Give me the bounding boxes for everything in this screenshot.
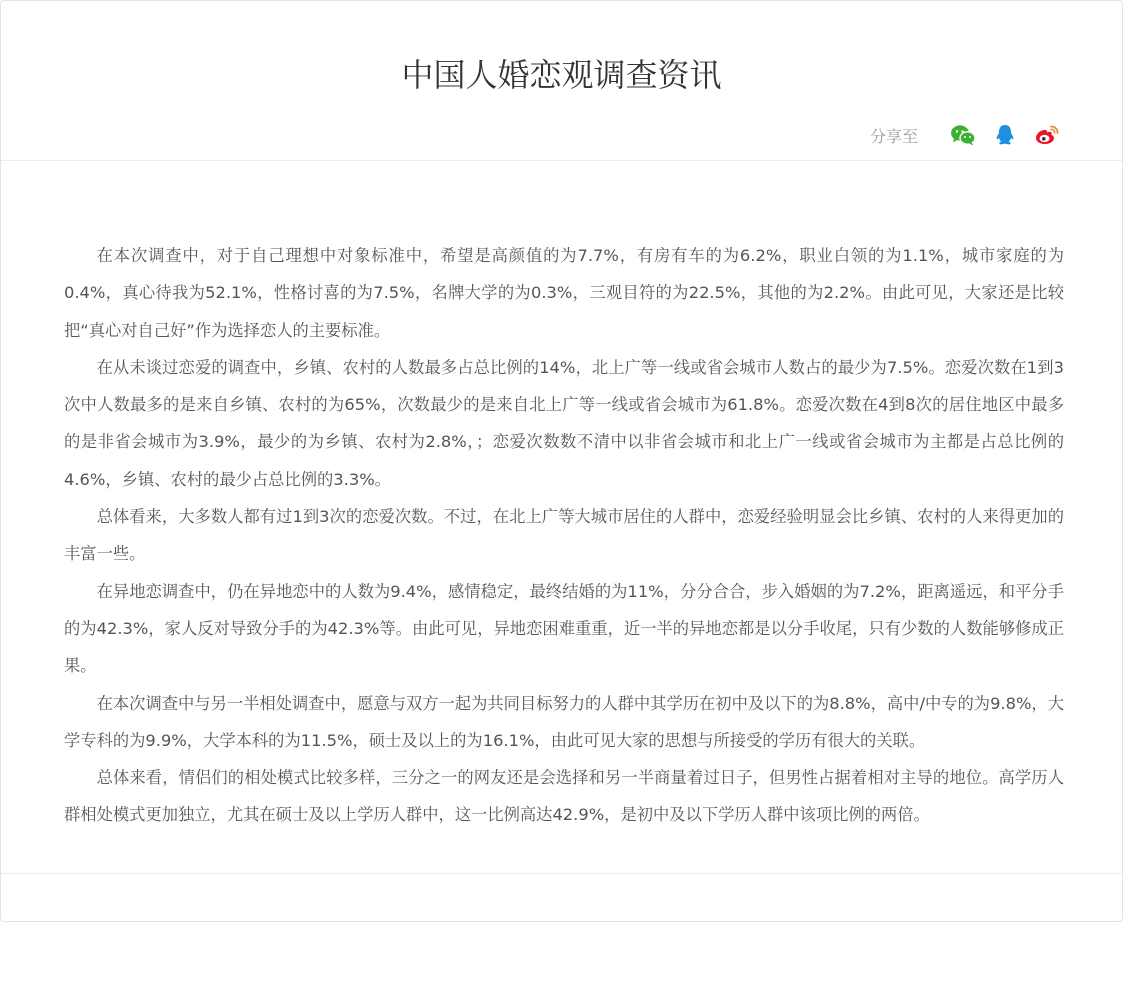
page-title: 中国人婚恋观调查资讯 bbox=[401, 56, 722, 94]
wechat-icon[interactable] bbox=[950, 123, 976, 147]
qq-icon[interactable] bbox=[992, 123, 1018, 147]
article-header bbox=[1, 1, 1122, 161]
article-paragraph: 总体看来，大多数人都有过1到3次的恋爱次数。不过，在北上广等大城市居住的人群中，恋爱经验明显会比乡镇、农村的人来得更加的丰富一些。 bbox=[64, 507, 1064, 564]
share-label: 分享至 bbox=[869, 126, 918, 146]
footer-divider bbox=[1, 873, 1122, 874]
article-body bbox=[64, 237, 1064, 834]
article-paragraph: 在本次调查中，对于自己理想中对象标准中，希望是高颜值的为7.7%，有房有车的为6.2%，职业白领的为1.1%，城市家庭的为0.4%，真心待我为52.1%，性格讨喜的为7.5%，名牌大学的为0.3%，三观目符的为22.5%，其他的为2.2%。由此可见，大家还是比较把“真心对自己好”作为选择恋人的主要标准。 bbox=[64, 246, 1064, 340]
share-bar bbox=[870, 123, 1060, 147]
weibo-icon[interactable] bbox=[1034, 123, 1060, 147]
article-paragraph: 在从未谈过恋爱的调查中，乡镇、农村的人数最多占总比例的14%，北上广等一线或省会城市人数占的最少为7.5%。恋爱次数在1到3次中人数最多的是来自乡镇、农村的为65%，次数最少的是来自北上广等一线或省会城市为61.8%。恋爱次数在4到8次的居住地区中最多的是非省会城市为3.9%，最少的为乡镇、农村为2.8%，；恋爱次数数不清中以非省会城市和北上广一线或省会城市为主都是占总比例的4.6%，乡镇、农村的最少占总比例的3.3%。 bbox=[64, 357, 1064, 489]
article-paragraph: 在本次调查中与另一半相处调查中，愿意与双方一起为共同目标努力的人群中其学历在初中及以下的为8.8%，高中/中专的为9.8%，大学专科的为9.9%，大学本科的为11.5%，硕士及以上的为16.1%，由此可见大家的思想与所接受的学历有很大的关联。 bbox=[64, 693, 1064, 750]
article-paragraph: 在异地恋调查中，仍在异地恋中的人数为9.4%，感情稳定，最终结婚的为11%，分分合合，步入婚姻的为7.2%，距离遥远，和平分手的为42.3%，家人反对导致分手的为42.3%等。由此可见，异地恋困难重重，近一半的异地恋都是以分手收尾，只有少数的人数能够修成正果。 bbox=[64, 581, 1064, 676]
article-paragraph: 总体来看，情侣们的相处模式比较多样，三分之一的网友还是会选择和另一半商量着过日子，但男性占据着相对主导的地位。高学历人群相处模式更加独立，尤其在硕士及以上学历人群中，这一比例高达42.9%，是初中及以下学历人群中该项比例的两倍。 bbox=[64, 768, 1064, 825]
